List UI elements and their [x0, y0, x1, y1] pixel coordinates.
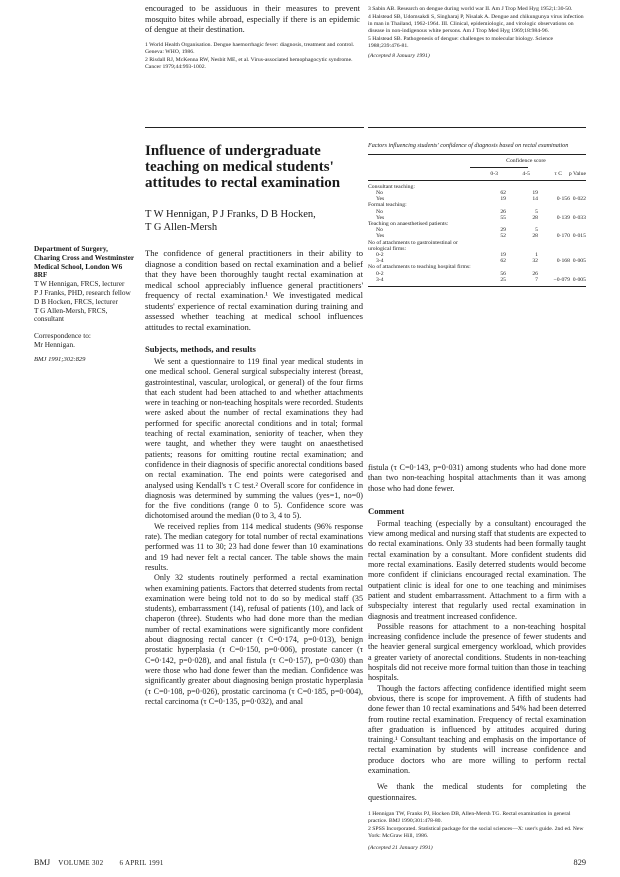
table-cell-b: 26 [532, 270, 538, 277]
table-cell-p: 0·005 [572, 276, 586, 283]
journal-name: BMJ [34, 858, 51, 867]
table-cell-b: 7 [535, 276, 538, 283]
table-cell-tau: 0·156 [556, 196, 570, 203]
table-cell-b: 14 [532, 196, 538, 203]
prev-article-text: encouraged to be assiduous in their measures to prevent mosquito bites while abroad, especially if there is an epidemic of dengue at their destination. [145, 4, 360, 35]
table-cell-a: 62 [500, 189, 506, 196]
divider [145, 127, 364, 128]
table-cell-a: 29 [500, 227, 506, 234]
table-cell-p: 0·005 [572, 258, 586, 265]
table-cell-a: 52 [500, 233, 506, 240]
table-cell-b: 5 [535, 208, 538, 215]
table-cell-label: Consultant teaching: [368, 183, 415, 190]
table-cell-label: Yes [376, 214, 385, 221]
prev-article-refs-right [368, 6, 584, 62]
table-cell-label: Yes [376, 233, 385, 240]
journal-volume: VOLUME 302 [58, 859, 104, 867]
results-table-block [368, 143, 586, 287]
paragraph: We thank the medical students for completing the questionnaires. [368, 782, 586, 802]
table-cell-a: 19 [500, 196, 506, 203]
author-credential: P J Franks, PHD, research fellow [34, 287, 131, 297]
reference: 5 Halstead SB. Pathogenesis of dengue: challenges to molecular biology. Science 1988;239:476-81. [368, 36, 554, 50]
table-cell-a: 56 [500, 270, 506, 277]
author-credential: T W Hennigan, FRCS, lecturer [34, 279, 125, 289]
table-cell-label: 0-2 [376, 270, 384, 277]
table-row [368, 240, 586, 252]
table-row [368, 277, 586, 283]
citation: BMJ 1991;302:829 [34, 355, 86, 363]
page-number: 829 [573, 858, 586, 867]
table-cell-b: 5 [535, 227, 538, 234]
paragraph: We sent a questionnaire to 119 final year medical students in one medical school. General surgical subspecialty interest (breast, gastrointestinal, vascular, urological, or general) of the four firms that each student had been attached to and whether attachments were in teaching or non-teaching hospitals were recorded. Students were asked about the number of rectal examinations they had performed for specific anorectal conditions and in total; formal teaching of rectal examination, seniority of teacher, when they were taught, and whether they were taught on anaesthetised patients; reasons for omitting routine rectal examination; and confidence in their diagnosis of specific anorectal conditions based on rectal examination. The end points were categorised and analysed using Kendall's τ C test.² Overall score for confidence in diagnosis was determined by summing the values (yes=1, no=0) for the five conditions (range 0 to 5). Confidence score was dichotomised around the median (0 to 3, 4 to 5). [145, 357, 363, 521]
col-header: 0-3 [490, 170, 498, 177]
table-cell-b: 28 [532, 233, 538, 240]
prev-article-end [145, 4, 360, 72]
table-caption: Factors influencing students' confidence of diagnosis based on rectal examination [368, 143, 569, 149]
table-cell-p: 0·022 [572, 196, 586, 203]
paragraph: Formal teaching (especially by a consultant) encouraged the view among medical and nursing staff that students are expected to do rectal examinations. Only 33 students had been formally taught rectal examination by a consultant. More confident students did more rectal examinations. Easily deterred students would become more confident if clinicians encouraged rectal examination. The outpatient clinic is ideal for one to one teaching and minimises patient and student embarrassment. Attachment to a firm with a subspecialty interest that regularly used rectal examination in diagnosis and treatment increased confidence. [368, 518, 586, 621]
results-table-body [368, 184, 586, 283]
col-header: τ C [554, 170, 562, 177]
table-cell-p [570, 240, 586, 252]
article-authors [145, 209, 360, 234]
article-column-right [368, 463, 586, 853]
table-cell-a: 26 [500, 208, 506, 215]
reference: 4 Halstead SB, Udomsakdi S, Singharaj P, Nisalak A. Dengue and chikungunya virus infection in man in Thailand, 1962-1964. III. Clinical, epidemiologic, and virologic observations on disease in non-indigenous white persons. Am J Trop Med Hyg 1969;18:984-96. [368, 14, 584, 35]
table-cell-label: Formal teaching: [368, 202, 407, 209]
reference: 1 Hennigan TW, Franks PJ, Hocken DB, Allen-Mersh TG. Rectal examination in general practice. BMJ 1990;301:478-80. [368, 810, 571, 824]
reference: 1 World Health Organisation. Dengue haemorrhagic fever: diagnosis, treatment and control. Geneva: WHO, 1986. [145, 41, 355, 55]
table-cell-a: 55 [500, 214, 506, 221]
reference: 2 Risdall RJ, McKenna RW, Nesbit ME, et al. Virus-associated hemophagocytic syndrome. Cancer 1979;44:993-1002. [145, 56, 353, 70]
table-cell-tau: −0·079 [553, 276, 570, 283]
table-cell-a: 62 [500, 258, 506, 265]
table-cell-label: 3-4 [376, 276, 384, 283]
table-cell-b: 28 [532, 214, 538, 221]
section-heading: Comment [368, 505, 405, 516]
correspondence-label: Correspondence to: [34, 331, 91, 341]
article-lead: The confidence of general practitioners in their ability to diagnose a condition based on rectal examination and a belief that they have been thoroughly taught rectal examination at medical school appreciably influence general practitioners' frequency of rectal examination.¹ We investigated medical students' experience of rectal examination during training and assessed whether teaching at medical school influences attitudes to rectal examination. [145, 248, 363, 332]
affiliation-block [34, 245, 134, 365]
correspondence-name: Mr Hennigan. [34, 339, 75, 349]
table-cell-tau: 0·139 [556, 214, 570, 221]
accepted-date: (Accepted 21 January 1991) [368, 845, 433, 852]
col-header: 4-5 [522, 170, 530, 177]
results-table [368, 158, 586, 164]
issue-date: 6 APRIL 1991 [119, 859, 164, 867]
authors-line: T G Allen-Mersh [145, 221, 218, 233]
table-cell-b: 19 [532, 189, 538, 196]
article-column-left [145, 248, 363, 707]
table-cell-tau: 0·170 [556, 233, 570, 240]
paragraph: fistula (τ C=0·143, p=0·031) among students who had done more than two non-teaching hospital attachments than it was among those who had done fewer. [368, 463, 586, 493]
article-refs [368, 811, 586, 852]
table-cell-p: 0·033 [572, 214, 586, 221]
table-cell-p: 0·015 [572, 233, 586, 240]
table-cell-b: 1 [535, 251, 538, 258]
table-cell-label: No [376, 189, 383, 196]
paragraph: Only 32 students routinely performed a rectal examination when examining patients. Factors that deterred students from rectal examination were being told not to do so by medical staff (35 students), embarrassment (14), refusal of patients (10), and lack of chaperon (three). Students who had done more than the median number of rectal examinations were significantly more confident about diagnosing rectal cancer (τ C=0·174, p=0·013), benign prostatic hyperplasia (τ C=0·150, p=0·006), prostate cancer (τ C=0·142, p=0·028), and anal fistula (τ C=0·157), p=0·030) than were those who had done fewer than the median. Confidence was significantly greater about diagnosing benign prostatic hyperplasia (τ C=0·108, p=0·026), prostatic carcinoma (τ C=0·185, p=0·004), rectal carcinoma (τ C=0·135, p=0·032), and anal [145, 573, 363, 706]
paragraph: Though the factors affecting confidence identified might seem obvious, there is scope for improvement. A fifth of students had done fewer than 10 rectal examinations and 54% had been deterred from routine rectal examination. Frequency of rectal examination after graduation is influenced by attitudes acquired during training.¹ Consultant teaching and emphasis on the importance of rectal examination by students will increase confidence and produce doctors who are more willing to perform rectal examination. [368, 683, 586, 776]
prev-article-refs [145, 42, 360, 71]
table-cell-label: 3-4 [376, 258, 384, 265]
table-cell-label: No [376, 227, 383, 234]
table-cell-b: 32 [532, 258, 538, 265]
table-cell-tau [542, 240, 570, 252]
table-cell-a: 25 [500, 276, 506, 283]
paragraph: We received replies from 114 medical students (96% response rate). The median category for total number of rectal examinations performed was 11 to 30; 23 had done fewer than 10 examinations and 19 had never felt a rectal cancer. The table shows the main results. [145, 521, 363, 572]
table-cell-label: 0-2 [376, 251, 384, 258]
section-heading: Subjects, methods, and results [145, 344, 256, 354]
page-footer [34, 858, 586, 867]
reference: 3 Sabin AB. Research on dengue during world war II. Am J Trop Med Hyg 1952;1:30-50. [368, 6, 573, 12]
reference: 2 SPSS Incorporated. Statistical package for the social sciences—X: user's guide. 2nd ed. New York: McGraw Hill, 1986. [368, 826, 584, 840]
authors-line: T W Hennigan, P J Franks, D B Hocken, [145, 209, 316, 220]
table-cell-label: Yes [376, 196, 385, 203]
article-title: Influence of undergraduate teaching on medical students' attitudes to rectal examination [145, 143, 341, 191]
table-cell-label: No [376, 208, 383, 215]
table-cell-label: Teaching on anaesthetised patients: [368, 220, 449, 227]
table-cell-label: No of attachments to gastrointestinal or urological firms: [368, 239, 458, 252]
accepted-date: (Accepted 8 January 1991) [368, 53, 430, 60]
col-header: p Value [568, 170, 586, 177]
table-cell-a [478, 240, 510, 252]
table-cell-label: No of attachments to teaching hospital firms: [368, 264, 471, 271]
table-cell-a: 19 [500, 251, 506, 258]
author-credential: D B Hocken, FRCS, lecturer [34, 296, 118, 306]
author-credential: T G Allen-Mersh, FRCS, consultant [34, 305, 108, 324]
paragraph: Possible reasons for attachment to a non-teaching hospital increasing confidence include the presence of fewer students and the heavier general surgical emergency workload, which provides a greater variety of anorectal conditions. Students in non-teaching hospitals did not receive more formal tuition than those in teaching hospitals. [368, 621, 586, 683]
table-group-header: Confidence score [506, 158, 546, 165]
department: Department of Surgery, Charing Cross and Westminster Medical School, London W6 8RF [34, 244, 134, 280]
table-cell-tau: 0·168 [556, 258, 570, 265]
table-cell-b [510, 240, 542, 252]
divider [368, 127, 586, 128]
